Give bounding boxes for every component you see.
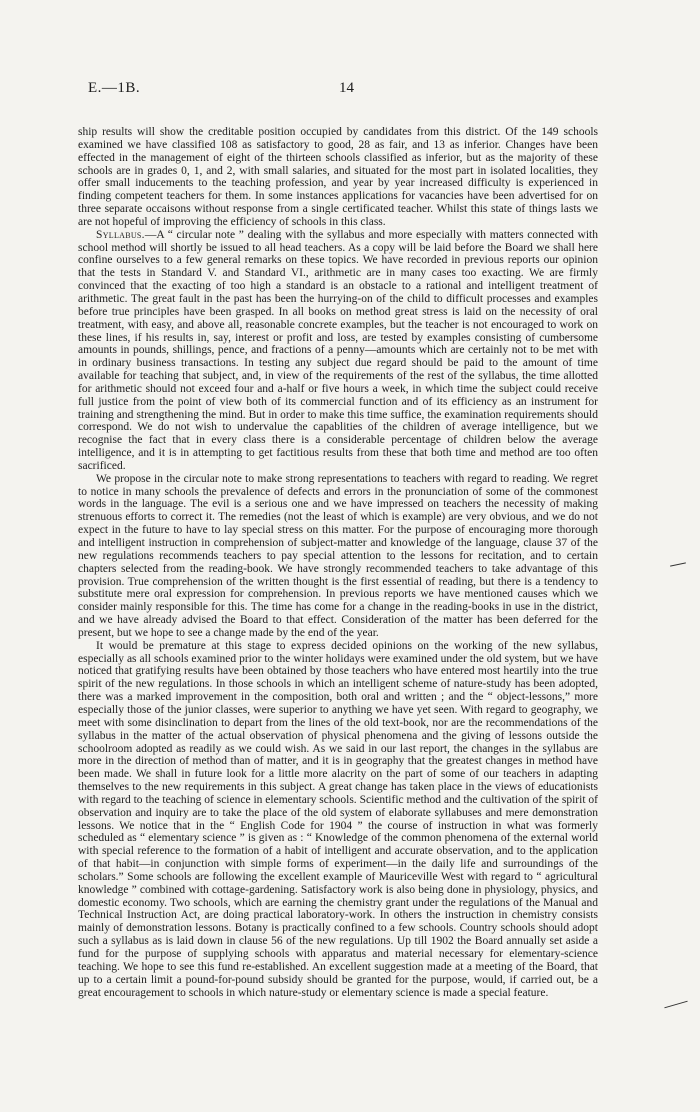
- syllabus-text: —A “ circular note ” dealing with the syllabus and more especially with matters connected with school method will shortly be issued to all head teachers. As a copy will be laid before the Board we shall here confine ourselves to a few general remarks on these topics. We have recorded in previous reports our opinion that the tests in Standard V. and Standard VI., arithmetic are in many cases too exacting. We are firmly convinced that the exacting of too high a standard is an obstacle to a rational and intelligent treatment of arithmetic. The great fault in the past has been the hurrying-on of the child to difficult processes and examples before true principles have been grasped. In all books on method great stress is laid on the necessity of oral treatment, with easy, and above all, reasonable concrete examples, but the teacher is not encouraged to work on these lines, if his results in, say, interest or profit and loss, are tested by examples consisting of cumbersome amounts in pounds, shillings, pence, and fractions of a penny—amounts which are certainly not to be met with in ordinary business transactions. In testing any subject due regard should be paid to the amount of time available for teaching that subject, and, in view of the requirements of the rest of the syllabus, the time allotted for arithmetic should not exceed four and a-half or five hours a week, in which time the subject could receive full justice from the point of view both of its commercial function and of its efficiency as an instrument for training and strengthening the mind. But in order to make this time suffice, the examination requirements should correspond. We do not wish to undervalue the capablities of the children of average intelligence, but we recognise the fact that in every class there is a considerable percentage of children below the average intelligence, and it is in attempting to get factitious results from these that both time and method are too often sacrificed.: [78, 228, 598, 472]
- paragraph-new-syllabus: It would be premature at this stage to express decided opinions on the working of the new syllabus, especially as all schools examined prior to the winter holidays were examined under the old system, but we have noticed that gratifying results have been obtained by those teachers who have entered most heartily into the true spirit of the new regulations. In those schools in which an intelligent scheme of nature-study has been adopted, there was a marked improvement in the composition, both oral and written ; and the “ object-lessons,” more especially those of the junior classes, were superior to anything we have yet seen. With regard to geography, we meet with some disinclination to depart from the lines of the old text-book, nor are the recommendations of the syllabus in the matter of the actual observation of physical phenomena and the giving of lessons outside the schoolroom adopted as readily as we could wish. As we said in our last report, the changes in the syllabus are more in the direction of method than of matter, and it is in geography that the greatest changes in method have been made. We shall in future look for a little more alacrity on the part of some of our teachers in adapting themselves to the new requirements in this subject. A great change has taken place in the views of educationists with regard to the teaching of science in elementary schools. Scientific method and the cultivation of the spirit of observation and inquiry are to take the place of the old system of elaborate syllabuses and mere demonstration lessons. We notice that in the “ English Code for 1904 ” the course of instruction in what was formerly scheduled as “ elementary science ” is given as : “ Knowledge of the common phenomena of the external world with special reference to the formation of a habit of intelligent and accurate observation, and to the application of that habit—in conjunction with simple forms of experiment—in the daily life and surroundings of the scholars.” Some schools are following the excellent example of Mauriceville West with regard to “ agricultural knowledge ” combined with cottage-gardening. Satisfactory work is also being done in physiology, physics, and domestic economy. Two schools, which are earning the chemistry grant under the regulations of the Manual and Technical Instruction Act, are doing practical laboratory-work. In others the instruction in chemistry consists mainly of demonstration lessons. Botany is practically confined to a few schools. Country schools should adopt such a syllabus as is laid down in clause 56 of the new regulations. Up till 1902 the Board annually set aside a fund for the purpose of supplying schools with apparatus and material necessary for elementary-science teaching. We hope to see this fund re-established. An excellent suggestion made at a meeting of the Board, that up to a certain limit a pound-for-pound subsidy should be granted for the purpose, would, if carried out, be a great encouragement to schools in which nature-study or elementary science is made a special feature.: [78, 639, 598, 999]
- syllabus-heading: Syllabus.: [96, 228, 145, 241]
- paragraph-reading: We propose in the circular note to make strong representations to teachers with regard to reading. We regret to notice in many schools the prevalence of defects and errors in the pronunciation of some of the commonest words in the language. The evil is a serious one and we have impressed on teachers the necessity of making strenuous efforts to correct it. The remedies (not the least of which is example) are very obvious, and we do not expect in the future to have to lay special stress on this matter. For the purpose of encouraging more thorough and intelligent instruction in comprehension of subject-matter and knowledge of the language, clause 37 of the new regulations recommends teachers to pay special attention to the lessons for recitation, and to certain chapters selected from the reading-book. We have strongly recommended teachers to take advantage of this provision. True comprehension of the written thought is the first essential of reading, but there is a tendency to substitute mere oral expression for comprehension. In previous reports we have mentioned causes which we consider mainly responsible for this. The time has come for a change in the reading-books in use in the district, and we have already advised the Board to that effect. Consideration of the matter has been deferred for the present, but we hope to see a change made by the end of the year.: [78, 472, 598, 639]
- paragraph-syllabus: [78, 229, 598, 473]
- paragraph-school-classification: ship results will show the creditable position occupied by candidates from this district. Of the 149 schools examined we have classified 108 as satisfactory to good, 28 as fair, and 13 as inferior. Changes have been effected in the management of eight of the thirteen schools classified as inferior, but as the majority of these schools are in grades 0, 1, and 2, with small salaries, and situated for the most part in isolated localities, they offer small inducements to the teaching profession, and year by year increased difficulty is experienced in finding competent teachers for them. In some instances applications for vacancies have been advertised for on three separate occaisons without response from a single certificated teacher. Whilst this state of things lasts we are not hopeful of improving the efficiency of schools in this class.: [78, 126, 598, 228]
- report-body: [78, 126, 598, 999]
- margin-pencil-mark: [664, 1001, 687, 1009]
- page-number: 14: [339, 80, 354, 96]
- margin-pencil-mark: [670, 562, 686, 566]
- document-reference: E.—1B.: [88, 80, 141, 96]
